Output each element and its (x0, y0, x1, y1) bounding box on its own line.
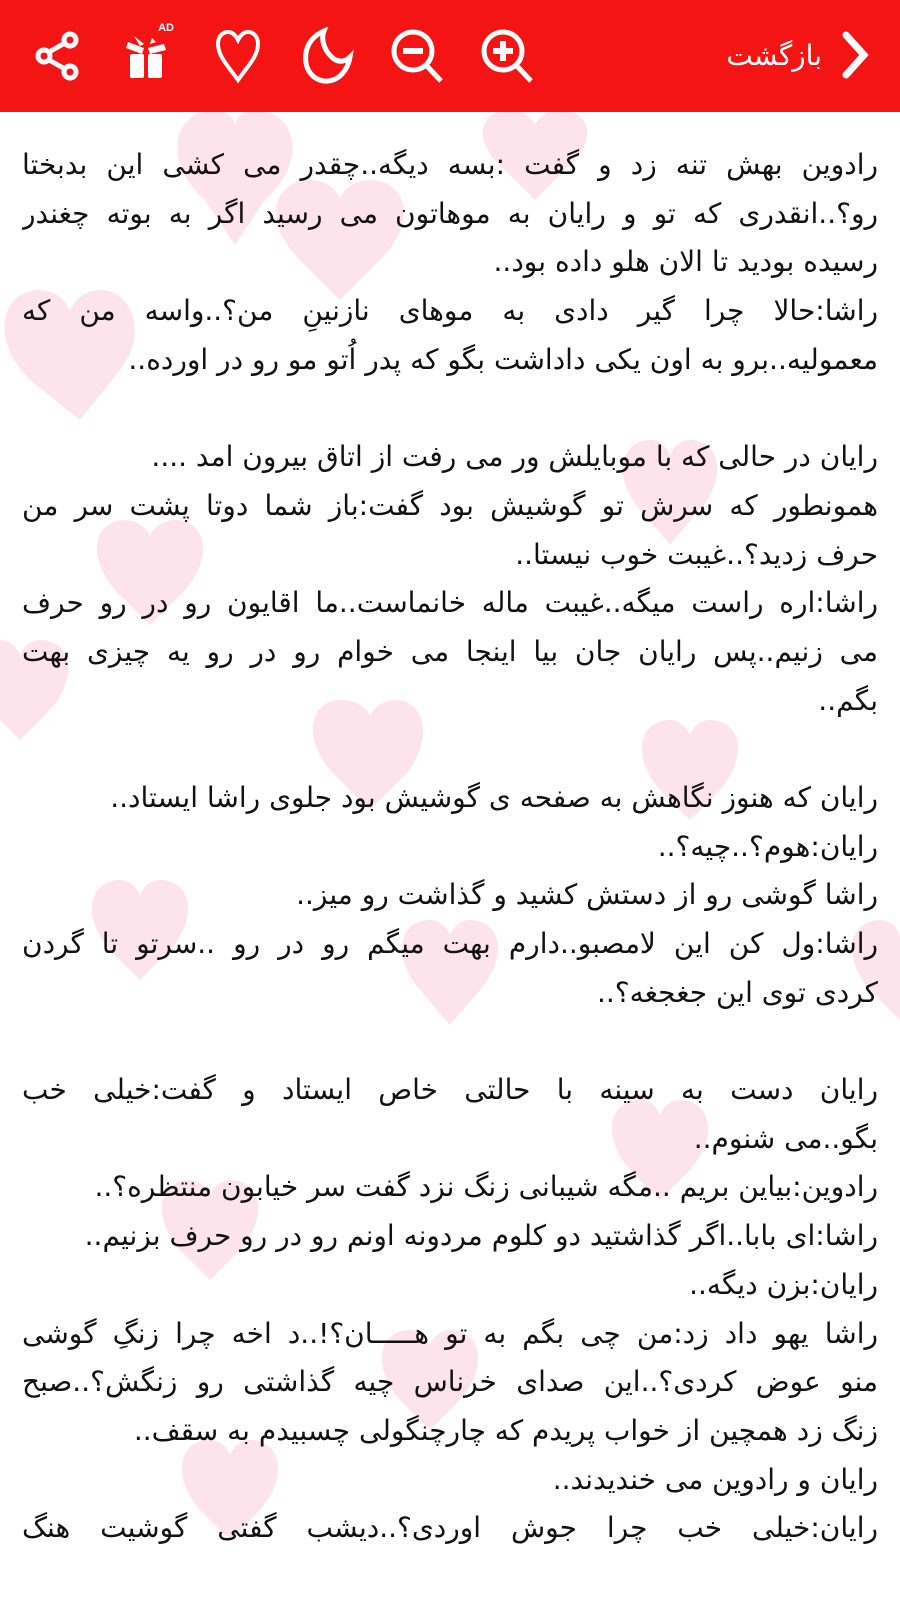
text-line: زنگ زد همچین از خواب پریدم که چارچنگولی چسبیدم به سقف.. (133, 1413, 878, 1447)
chevron-right-icon (840, 31, 870, 79)
top-toolbar (0, 0, 900, 112)
text-line: رایان:هوم؟..چیه؟.. (657, 829, 878, 863)
text-line: راشا:حالا چرا گیر دادی به موهای نازنینِ من؟..واسه من که (22, 294, 878, 328)
text-line: راشا:ای بابا..اگر گذاشتید دو کلوم مردونه اونم رو در رو حرف بزنیم.. (84, 1219, 878, 1253)
text-line: رادوین:بیاین بریم ..مگه شیبانی زنگ نزد گفت سر خیابون منتظره؟.. (94, 1170, 878, 1204)
text-line: راشا گوشی رو از دستش کشید و گذاشت رو میز.. (296, 878, 878, 912)
text-line: رادوین بهش تنه زد و گفت :بسه دیگه..چقدر می کشی این بدبختا (22, 148, 878, 181)
share-icon (34, 30, 82, 82)
zoom-in-button[interactable] (478, 26, 538, 86)
gift-ad-button[interactable] (118, 22, 178, 86)
zoom-out-icon (389, 27, 447, 85)
text-line: بگو..می شنوم.. (693, 1121, 878, 1155)
text-line: رو؟..انقدری که تو و رایان به موهاتون می رسید اگر به بوته چغندر (22, 196, 878, 230)
zoom-in-icon (479, 27, 537, 85)
share-button[interactable] (28, 26, 88, 86)
paragraph-gap (22, 384, 878, 433)
text-line: حرف زدید؟..غیبت خوب نیستا.. (515, 537, 878, 571)
text-line: رایان که هنوز نگاهش به صفحه ی گوشیش بود جلوی راشا ایستاد.. (110, 780, 878, 814)
back-label: بازگشت (726, 38, 822, 72)
favorite-button[interactable] (208, 26, 268, 86)
text-line: رایان دست به سینه با حالتی خاص ایستاد و گفت:خیلی خب (22, 1073, 878, 1107)
moon-icon (300, 27, 356, 85)
text-line: رایان:خیلی خب چرا جوش اوردی؟..دیشب گفتی گوشیت هنگ (22, 1511, 878, 1545)
ad-badge: AD (158, 22, 174, 34)
text-line: همونطور که سرش تو گوشیش بود گفت:باز شما دوتا پشت سر من (22, 488, 878, 522)
text-line: رایان و رادوین می خندیدند.. (552, 1462, 878, 1496)
text-line: می زنیم..پس رایان جان بیا اینجا می خوام رو در رو یه چیزی بهت (22, 634, 878, 668)
back-button[interactable] (726, 22, 870, 88)
text-line: معمولیه..برو به اون یکی داداشت بگو که پدر اُتو مو رو در اورده.. (128, 342, 878, 376)
paragraph-gap (22, 725, 878, 774)
gift-icon (124, 30, 172, 82)
text-line: راشا یهو داد زد:من چی بگم به تو هـــــان؟!..د اخه چرا زنگِ گوشی (22, 1316, 878, 1350)
zoom-out-button[interactable] (388, 26, 448, 86)
text-line: راشا:اره راست میگه..غیبت ماله خانماست..ما اقایون رو در رو حرف (22, 586, 878, 620)
story-text (0, 112, 900, 1553)
night-mode-button[interactable] (298, 26, 358, 86)
text-line: منو عوض کردی؟..این صدای خرناس چیه گذاشتی رو زنگش؟..صبح (22, 1365, 878, 1399)
text-line: رایان در حالی که با موبایلش ور می رفت از اتاق بیرون امد .... (151, 440, 878, 474)
heart-icon (210, 28, 266, 84)
text-line: بگم.. (818, 683, 878, 717)
text-line: رایان:بزن دیگه.. (689, 1267, 878, 1301)
text-line: رسیده بودید تا الان هلو داده بود.. (493, 245, 878, 279)
text-line: راشا:ول کن این لامصبو..دارم بهت میگم رو در رو ..سرتو تا گردن (22, 927, 878, 960)
text-line: کردی توی این جغجغه؟.. (597, 975, 878, 1009)
paragraph-gap (22, 1017, 878, 1066)
